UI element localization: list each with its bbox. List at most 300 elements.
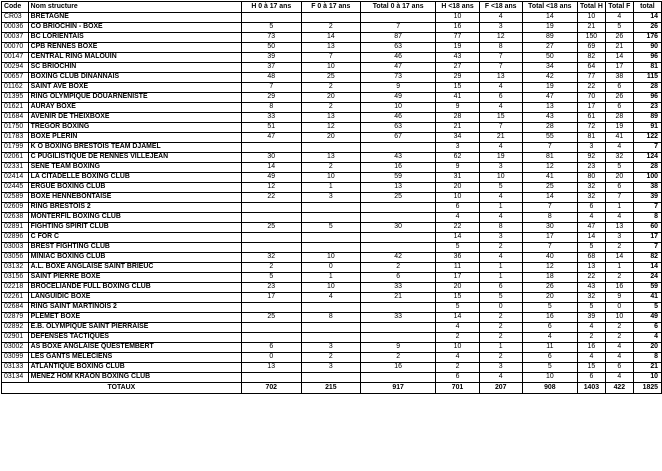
cell-h017: 5	[241, 273, 301, 283]
cell-tf: 28	[605, 113, 633, 123]
cell-code: 00037	[2, 33, 29, 43]
table-row	[2, 93, 662, 103]
cell-tlt18: 10	[522, 373, 577, 383]
cell-tf: 4	[605, 213, 633, 223]
table-row	[2, 83, 662, 93]
table-row	[2, 363, 662, 373]
cell-th: 43	[577, 283, 605, 293]
cell-code: 02638	[2, 213, 29, 223]
cell-t017: 30	[360, 223, 436, 233]
cell-t017	[360, 323, 436, 333]
cell-hlt18: 9	[436, 103, 479, 113]
cell-hlt18: 2	[436, 333, 479, 343]
cell-hlt18: 15	[436, 293, 479, 303]
cell-total: 90	[633, 43, 661, 53]
cell-hlt18: 4	[436, 323, 479, 333]
header-f-0-17: F 0 à 17 ans	[301, 2, 360, 13]
cell-tf: 10	[605, 313, 633, 323]
cell-code: 02892	[2, 323, 29, 333]
header-total-f: Total F	[605, 2, 633, 13]
table-row	[2, 283, 662, 293]
cell-h017: 39	[241, 53, 301, 63]
cell-f017	[301, 303, 360, 313]
totals-tf: 422	[605, 383, 633, 394]
cell-th: 64	[577, 63, 605, 73]
cell-name: RING SAINT MARTINOIS 2	[28, 303, 241, 313]
cell-name: RING BRESTOIS 2	[28, 203, 241, 213]
cell-flt18: 1	[479, 343, 522, 353]
cell-total: 115	[633, 73, 661, 83]
cell-flt18: 4	[479, 103, 522, 113]
cell-tlt18: 41	[522, 173, 577, 183]
cell-name: SENE TEAM BOXING	[28, 163, 241, 173]
cell-th: 81	[577, 133, 605, 143]
cell-name: E.B. OLYMPIQUE SAINT PIERRAISE	[28, 323, 241, 333]
cell-flt18: 4	[479, 253, 522, 263]
cell-f017: 0	[301, 263, 360, 273]
cell-h017: 50	[241, 43, 301, 53]
cell-h017: 73	[241, 33, 301, 43]
cell-code: 02061	[2, 153, 29, 163]
cell-code: 01750	[2, 123, 29, 133]
cell-code: 02879	[2, 313, 29, 323]
cell-code: 02891	[2, 223, 29, 233]
cell-total: 14	[633, 263, 661, 273]
cell-h017	[241, 143, 301, 153]
cell-tf: 5	[605, 23, 633, 33]
cell-h017	[241, 203, 301, 213]
cell-tlt18: 6	[522, 353, 577, 363]
cell-name: BRETAGNE	[28, 13, 241, 23]
cell-tlt18: 55	[522, 133, 577, 143]
cell-total: 7	[633, 243, 661, 253]
table-row	[2, 103, 662, 113]
cell-code: 00036	[2, 23, 29, 33]
cell-hlt18: 4	[436, 213, 479, 223]
cell-flt18: 8	[479, 43, 522, 53]
cell-t017: 46	[360, 53, 436, 63]
cell-total: 6	[633, 323, 661, 333]
cell-h017	[241, 233, 301, 243]
cell-f017: 10	[301, 63, 360, 73]
cell-tf: 4	[605, 13, 633, 23]
table-row	[2, 133, 662, 143]
cell-name: AS BOXE ANGLAISE QUESTEMBERT	[28, 343, 241, 353]
cell-t017: 43	[360, 153, 436, 163]
table-row	[2, 343, 662, 353]
table-row	[2, 73, 662, 83]
cell-th: 72	[577, 123, 605, 133]
cell-code: 02414	[2, 173, 29, 183]
cell-f017: 10	[301, 283, 360, 293]
cell-tf: 6	[605, 183, 633, 193]
cell-tlt18: 28	[522, 123, 577, 133]
table-row	[2, 323, 662, 333]
cell-f017: 10	[301, 253, 360, 263]
cell-th: 70	[577, 93, 605, 103]
cell-name: BC LORIENTAIS	[28, 33, 241, 43]
table-row	[2, 373, 662, 383]
cell-f017: 2	[301, 83, 360, 93]
cell-total: 39	[633, 193, 661, 203]
cell-h017: 29	[241, 93, 301, 103]
cell-tf: 20	[605, 173, 633, 183]
cell-tf: 14	[605, 253, 633, 263]
cell-tlt18: 34	[522, 63, 577, 73]
cell-h017: 49	[241, 173, 301, 183]
cell-t017	[360, 13, 436, 23]
totals-tlt18: 908	[522, 383, 577, 394]
cell-h017	[241, 333, 301, 343]
cell-flt18: 2	[479, 333, 522, 343]
cell-tlt18: 4	[522, 333, 577, 343]
cell-th: 77	[577, 73, 605, 83]
cell-name: AURAY BOXE	[28, 103, 241, 113]
cell-tlt18: 30	[522, 223, 577, 233]
cell-h017	[241, 243, 301, 253]
table-row	[2, 13, 662, 23]
cell-hlt18: 34	[436, 133, 479, 143]
cell-name: ATLANTIQUE BOXING CLUB	[28, 363, 241, 373]
cell-h017: 0	[241, 353, 301, 363]
cell-total: 10	[633, 373, 661, 383]
cell-hlt18: 22	[436, 223, 479, 233]
cell-h017: 14	[241, 163, 301, 173]
cell-f017: 13	[301, 153, 360, 163]
cell-name: K O BOXING BRESTOIS TEAM DJAMEL	[28, 143, 241, 153]
cell-t017: 21	[360, 293, 436, 303]
cell-name: SAINT PIERRE BOXE	[28, 273, 241, 283]
cell-f017	[301, 373, 360, 383]
cell-name: BREST FIGHTING CLUB	[28, 243, 241, 253]
cell-flt18: 15	[479, 113, 522, 123]
cell-tlt18: 42	[522, 73, 577, 83]
cell-total: 59	[633, 283, 661, 293]
cell-hlt18: 6	[436, 203, 479, 213]
table-row	[2, 143, 662, 153]
cell-t017: 63	[360, 123, 436, 133]
cell-tlt18: 25	[522, 183, 577, 193]
cell-code: 02901	[2, 333, 29, 343]
cell-code: 03132	[2, 263, 29, 273]
cell-tlt18: 26	[522, 283, 577, 293]
table-row	[2, 263, 662, 273]
cell-name: MONTERFIL BOXING CLUB	[28, 213, 241, 223]
cell-th: 82	[577, 53, 605, 63]
cell-t017	[360, 233, 436, 243]
cell-tlt18: 19	[522, 83, 577, 93]
cell-th: 15	[577, 363, 605, 373]
cell-h017: 25	[241, 313, 301, 323]
cell-th: 47	[577, 223, 605, 233]
cell-hlt18: 20	[436, 183, 479, 193]
cell-t017: 16	[360, 163, 436, 173]
cell-tf: 5	[605, 163, 633, 173]
cell-flt18: 2	[479, 243, 522, 253]
cell-th: 32	[577, 183, 605, 193]
cell-code: 02896	[2, 233, 29, 243]
cell-th: 32	[577, 293, 605, 303]
cell-hlt18: 77	[436, 33, 479, 43]
cell-h017: 6	[241, 343, 301, 353]
cell-th: 10	[577, 13, 605, 23]
header-total-0-17: Total 0 à 17 ans	[360, 2, 436, 13]
cell-name: ERGUE BOXING CLUB	[28, 183, 241, 193]
cell-th: 3	[577, 143, 605, 153]
cell-tf: 4	[605, 143, 633, 153]
table-row	[2, 193, 662, 203]
cell-name: MENEZ HOM KRAON BOXING CLUB	[28, 373, 241, 383]
cell-total: 20	[633, 343, 661, 353]
cell-code: 03099	[2, 353, 29, 363]
cell-th: 13	[577, 263, 605, 273]
cell-code: 02589	[2, 193, 29, 203]
cell-flt18: 2	[479, 353, 522, 363]
cell-code: 03133	[2, 363, 29, 373]
table-row	[2, 23, 662, 33]
cell-hlt18: 29	[436, 73, 479, 83]
cell-name: SAINT AVÉ BOXE	[28, 83, 241, 93]
cell-hlt18: 10	[436, 193, 479, 203]
cell-tlt18: 6	[522, 323, 577, 333]
cell-tlt18: 5	[522, 363, 577, 373]
cell-total: 7	[633, 143, 661, 153]
cell-h017: 47	[241, 133, 301, 143]
cell-t017	[360, 333, 436, 343]
cell-total: 81	[633, 63, 661, 73]
table-row	[2, 123, 662, 133]
cell-tf: 32	[605, 153, 633, 163]
cell-code: 00070	[2, 43, 29, 53]
cell-h017: 13	[241, 363, 301, 373]
cell-f017	[301, 243, 360, 253]
cell-th: 5	[577, 303, 605, 313]
cell-name: SC BRIOCHIN	[28, 63, 241, 73]
table-row	[2, 63, 662, 73]
cell-tf: 19	[605, 123, 633, 133]
cell-code: 02684	[2, 303, 29, 313]
cell-flt18: 4	[479, 143, 522, 153]
table-row	[2, 223, 662, 233]
cell-t017	[360, 243, 436, 253]
cell-h017: 22	[241, 193, 301, 203]
cell-th: 150	[577, 33, 605, 43]
cell-h017	[241, 13, 301, 23]
cell-th: 68	[577, 253, 605, 263]
cell-th: 61	[577, 113, 605, 123]
cell-name: TREGOR BOXING	[28, 123, 241, 133]
cell-total: 8	[633, 213, 661, 223]
cell-h017: 12	[241, 183, 301, 193]
cell-name: BROCELIANDE FULL BOXING CLUB	[28, 283, 241, 293]
cell-tf: 7	[605, 193, 633, 203]
cell-t017: 73	[360, 73, 436, 83]
cell-t017: 7	[360, 23, 436, 33]
cell-flt18: 7	[479, 63, 522, 73]
table-row	[2, 353, 662, 363]
cell-total: 14	[633, 13, 661, 23]
cell-total: 23	[633, 103, 661, 113]
cell-code: 02261	[2, 293, 29, 303]
cell-flt18: 13	[479, 73, 522, 83]
cell-flt18: 19	[479, 153, 522, 163]
cell-code: 03156	[2, 273, 29, 283]
cell-name: PLEMET BOXE	[28, 313, 241, 323]
cell-th: 32	[577, 193, 605, 203]
cell-t017	[360, 213, 436, 223]
totals-row	[2, 383, 662, 394]
totals-f017: 215	[301, 383, 360, 394]
cell-f017	[301, 323, 360, 333]
cell-total: 21	[633, 363, 661, 373]
cell-f017	[301, 13, 360, 23]
cell-hlt18: 4	[436, 353, 479, 363]
cell-hlt18: 11	[436, 263, 479, 273]
cell-f017: 13	[301, 43, 360, 53]
cell-t017: 25	[360, 193, 436, 203]
cell-f017	[301, 143, 360, 153]
cell-hlt18: 14	[436, 233, 479, 243]
cell-f017: 2	[301, 103, 360, 113]
cell-h017: 33	[241, 113, 301, 123]
cell-tlt18: 12	[522, 263, 577, 273]
cell-tf: 2	[605, 243, 633, 253]
cell-tlt18: 14	[522, 193, 577, 203]
cell-f017: 1	[301, 183, 360, 193]
table-row	[2, 163, 662, 173]
cell-hlt18: 17	[436, 273, 479, 283]
cell-code: 02331	[2, 163, 29, 173]
cell-tlt18: 81	[522, 153, 577, 163]
cell-hlt18: 10	[436, 13, 479, 23]
cell-code: 03003	[2, 243, 29, 253]
cell-tlt18: 7	[522, 243, 577, 253]
header-f-lt18: F <18 ans	[479, 2, 522, 13]
cell-f017: 2	[301, 353, 360, 363]
cell-f017: 13	[301, 113, 360, 123]
cell-name: LANGUIDIC BOXE	[28, 293, 241, 303]
cell-name: CPB RENNES BOXE	[28, 43, 241, 53]
cell-th: 92	[577, 153, 605, 163]
cell-tlt18: 7	[522, 143, 577, 153]
cell-f017: 2	[301, 163, 360, 173]
cell-t017: 2	[360, 263, 436, 273]
cell-tf: 6	[605, 103, 633, 113]
cell-th: 5	[577, 243, 605, 253]
cell-tf: 9	[605, 293, 633, 303]
cell-hlt18: 6	[436, 373, 479, 383]
cell-total: 60	[633, 223, 661, 233]
cell-flt18: 3	[479, 363, 522, 373]
cell-total: 17	[633, 233, 661, 243]
cell-h017	[241, 373, 301, 383]
table-row	[2, 183, 662, 193]
cell-t017	[360, 143, 436, 153]
cell-f017: 12	[301, 123, 360, 133]
cell-h017	[241, 213, 301, 223]
cell-total: 82	[633, 253, 661, 263]
cell-tf: 13	[605, 223, 633, 233]
cell-flt18: 0	[479, 303, 522, 313]
cell-flt18: 5	[479, 293, 522, 303]
cell-f017: 10	[301, 173, 360, 183]
cell-hlt18: 15	[436, 83, 479, 93]
cell-t017: 46	[360, 113, 436, 123]
header-h-0-17: H 0 à 17 ans	[241, 2, 301, 13]
cell-hlt18: 5	[436, 243, 479, 253]
cell-code: 01621	[2, 103, 29, 113]
cell-code: 02445	[2, 183, 29, 193]
cell-flt18: 8	[479, 223, 522, 233]
cell-tf: 26	[605, 33, 633, 43]
cell-code: 01783	[2, 133, 29, 143]
cell-th: 2	[577, 333, 605, 343]
cell-hlt18: 28	[436, 113, 479, 123]
cell-hlt18: 9	[436, 163, 479, 173]
cell-total: 41	[633, 293, 661, 303]
cell-f017: 20	[301, 133, 360, 143]
cell-name: LES GANTS MELECIENS	[28, 353, 241, 363]
cell-tlt18: 8	[522, 213, 577, 223]
cell-tf: 4	[605, 353, 633, 363]
cell-code: 03056	[2, 253, 29, 263]
cell-hlt18: 41	[436, 93, 479, 103]
cell-t017: 16	[360, 363, 436, 373]
cell-th: 21	[577, 23, 605, 33]
table-row	[2, 293, 662, 303]
cell-hlt18: 3	[436, 143, 479, 153]
cell-tlt18: 7	[522, 203, 577, 213]
cell-f017: 5	[301, 223, 360, 233]
cell-tlt18: 17	[522, 233, 577, 243]
table-row	[2, 33, 662, 43]
cell-t017: 2	[360, 353, 436, 363]
cell-t017: 10	[360, 103, 436, 113]
header-name: Nom structure	[28, 2, 241, 13]
cell-f017	[301, 233, 360, 243]
cell-total: 24	[633, 273, 661, 283]
cell-hlt18: 62	[436, 153, 479, 163]
cell-t017: 33	[360, 283, 436, 293]
cell-tlt18: 13	[522, 103, 577, 113]
cell-th: 22	[577, 273, 605, 283]
cell-name: CO BRIOCHIN - BOXE	[28, 23, 241, 33]
cell-flt18: 3	[479, 163, 522, 173]
cell-code: 00657	[2, 73, 29, 83]
cell-h017: 8	[241, 103, 301, 113]
cell-tlt18: 11	[522, 343, 577, 353]
cell-name: C FOR C	[28, 233, 241, 243]
cell-flt18: 1	[479, 203, 522, 213]
cell-flt18: 5	[479, 183, 522, 193]
table-row	[2, 53, 662, 63]
header-h-lt18: H <18 ans	[436, 2, 479, 13]
cell-f017	[301, 213, 360, 223]
cell-flt18: 3	[479, 233, 522, 243]
table-row	[2, 303, 662, 313]
cell-total: 5	[633, 303, 661, 313]
table-row	[2, 113, 662, 123]
cell-h017: 25	[241, 223, 301, 233]
cell-t017	[360, 303, 436, 313]
cell-tf: 6	[605, 83, 633, 93]
cell-hlt18: 31	[436, 173, 479, 183]
cell-total: 26	[633, 23, 661, 33]
table-row	[2, 313, 662, 323]
cell-flt18: 7	[479, 123, 522, 133]
cell-t017: 67	[360, 133, 436, 143]
stats-table	[1, 1, 662, 394]
